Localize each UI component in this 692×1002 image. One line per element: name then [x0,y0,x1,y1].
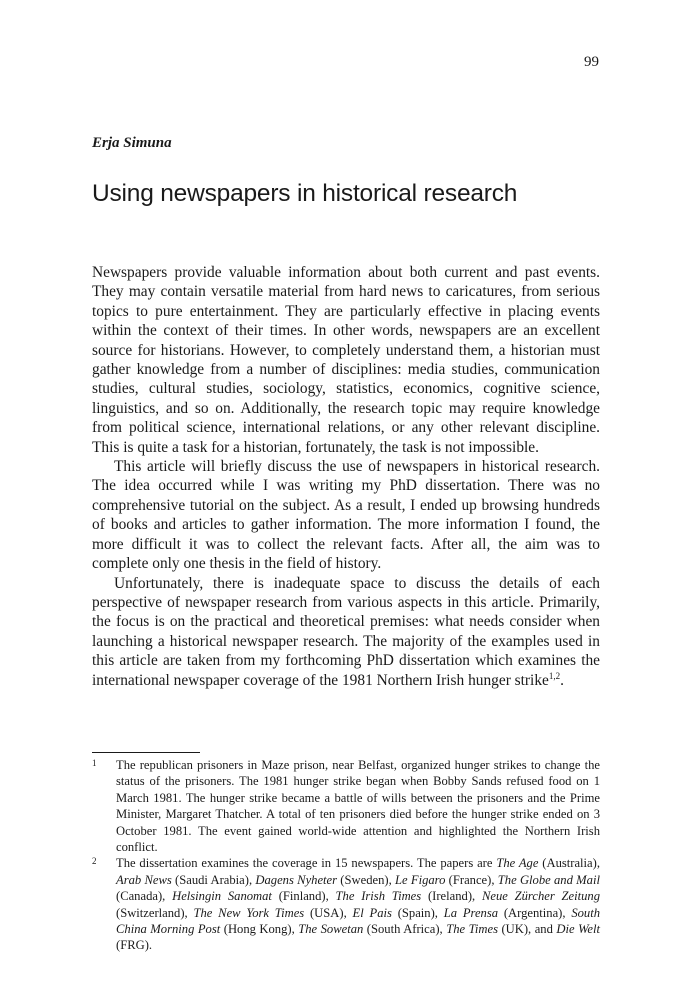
newspaper-country: (Australia), [538,856,600,871]
paragraph-text: Unfortunately, there is inadequate space to discuss the details of each perspective of newspaper research from various aspects in this article. Primarily, the focus is on the practical and theoretical premises: what needs consider when launching a historical newspaper research. The majority of the examples used in this article are taken from my forthcoming PhD dissertation which examines the international newspaper coverage of the 1981 Northern Irish hunger strike [92,574,600,689]
newspaper-country: (Hong Kong), [220,922,299,937]
footnote-ref-separator: , [553,670,556,681]
article-title: Using newspapers in historical research [92,180,518,207]
paragraph: This article will briefly discuss the use of newspapers in historical research. The idea occurred while I was writing my PhD dissertation. There was no comprehensive tutorial on the subject. As a result, I ended up browsing hundreds of books and articles to gather information. The more information I found, the more difficult it was to collect the relevant facts. After all, the aim was to complete only one thesis in the field of history. [92,458,600,573]
newspaper-name: La Prensa [443,905,499,920]
paragraph: Newspapers provide valuable information about both current and past events. They may contain versatile material from hard news to caricatures, from serious topics to pure entertainment. They are particularly effective in placing events within the context of their times. In other words, newspapers are an excellent source for historians. However, to completely understand them, a historian must gather knowledge from a number of disciplines: media studies, communication studies, cultural studies, sociology, statistics, economics, cognitive science, linguistics, and so on. Additionally, the research topic may require knowledge from political science, international relations, or any other relevant discipline. This is quite a task for a historian, fortunately, the task is not impossible. [92,264,600,456]
newspaper-country: (FRG). [116,938,153,953]
newspaper-country: (UK), and [497,922,557,937]
footnote-ref-2[interactable]: 2 [555,670,561,681]
newspaper-name: Arab News [116,872,172,887]
newspaper-country: (South Africa), [363,922,447,937]
newspaper-country: (Finland), [271,889,336,904]
newspaper-country: (USA), [304,905,353,920]
paragraph-end: . [560,671,564,689]
newspaper-name: Die Welt [556,922,600,937]
paragraph [92,574,600,690]
newspaper-name: Le Figaro [395,872,446,887]
newspaper-name: The Sowetan [298,922,364,937]
newspaper-name: South China Morning Post [116,905,600,937]
footnote-number: 2 [92,856,97,867]
newspaper-country: (Ireland), [421,889,482,904]
newspaper-name: Dagens Nyheter [255,872,338,887]
newspaper-country: (Saudi Arabia), [171,872,256,887]
author-name: Erja Simuna [92,135,172,151]
newspaper-name: The Times [446,922,498,937]
newspaper-name: Helsingin Sanomat [172,889,272,904]
newspaper-name: The Globe and Mail [497,872,600,887]
newspaper-name: The Irish Times [335,889,422,904]
footnote-1 [92,757,600,855]
footnote-text: The dissertation examines the coverage in 15 newspapers. The papers are [116,856,497,871]
newspaper-name: The New York Times [193,905,305,920]
newspaper-country: (Argentina), [498,905,572,920]
article-body [92,263,600,690]
footnote-2 [92,855,600,953]
newspaper-name: Neue Zürcher Zeitung [481,889,600,904]
footnote-number: 1 [92,758,97,768]
footnotes [92,757,600,954]
newspaper-country: (Sweden), [337,872,396,887]
footnote-ref-1[interactable]: 1 [548,670,554,681]
newspaper-country: (France), [445,872,498,887]
newspaper-country: (Canada), [116,889,173,904]
newspaper-name: El Pais [352,905,392,920]
footnote-text: The republican prisoners in Maze prison, near Belfast, organized hunger strikes to change the status of the prisoners. The 1981 hunger strike began when Bobby Sands refused food on 1 March 1981. The hunger strike became a battle of wills between the prisoners and the Prime Minister, Margaret Thatcher. A total of ten prisoners died before the hunger strike ended on 3 October 1981. The event gained world-wide attention and highlighted the Northern Irish conflict. [116,758,600,855]
newspaper-country: (Spain), [391,905,444,920]
footnote-divider [92,752,200,753]
newspaper-name: The Age [496,856,539,871]
page-number: 99 [584,54,599,70]
newspaper-country: (Switzerland), [116,905,194,920]
